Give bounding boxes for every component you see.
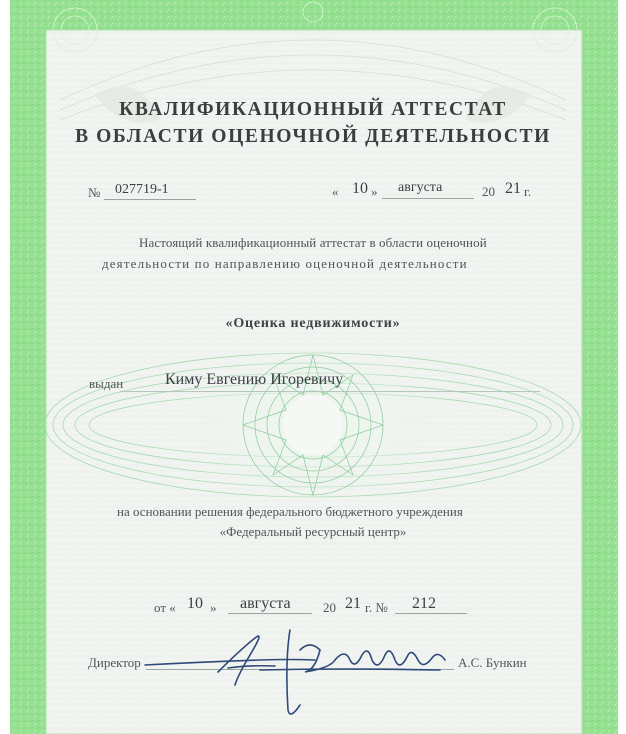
certificate-body-line1: Настоящий квалификационный аттестат в области оценочной (139, 235, 487, 250)
certificate-title-line1: КВАЛИФИКАЦИОННЫЙ АТТЕСТАТ (119, 99, 507, 120)
decision-month: августа (240, 595, 291, 612)
issued-to-underline (120, 391, 540, 392)
evaluation-direction: «Оценка недвижимости» (225, 316, 401, 331)
date-year: 21 (505, 180, 521, 197)
director-name: А.С. Бункин (458, 655, 527, 670)
issued-to-name: Киму Евгению Игоревичу (165, 371, 344, 388)
director-label: Директор (88, 655, 141, 670)
number-underline (104, 199, 196, 200)
certificate-body-line2: деятельности по направлению оценочной деятельности (102, 256, 468, 271)
decision-year: 21 (345, 595, 361, 612)
date-suffix: г. (524, 184, 532, 199)
basis-line2: «Федеральный ресурсный центр» (219, 524, 407, 539)
certificate-title-line2: В ОБЛАСТИ ОЦЕНОЧНОЙ ДЕЯТЕЛЬНОСТИ (75, 126, 551, 147)
certificate-number: 027719-1 (115, 182, 169, 197)
date-open-quote: « (332, 184, 339, 199)
decision-close-quote: » (210, 600, 217, 615)
number-label: № (88, 185, 101, 200)
date-month-underline (382, 198, 474, 199)
decision-from-label: от « (154, 600, 176, 615)
issued-label: выдан (89, 376, 124, 391)
date-day: 10 (352, 180, 368, 197)
decision-century: 20 (323, 600, 336, 615)
date-month: августа (398, 180, 443, 195)
basis-line1: на основании решения федерального бюджетного учреждения (117, 504, 463, 519)
decision-number: 212 (412, 595, 436, 612)
decision-day: 10 (187, 595, 203, 612)
date-century: 20 (482, 184, 495, 199)
director-signature (140, 610, 460, 720)
decision-year-suffix: г. № (365, 600, 388, 615)
date-close-quote: » (371, 184, 378, 199)
